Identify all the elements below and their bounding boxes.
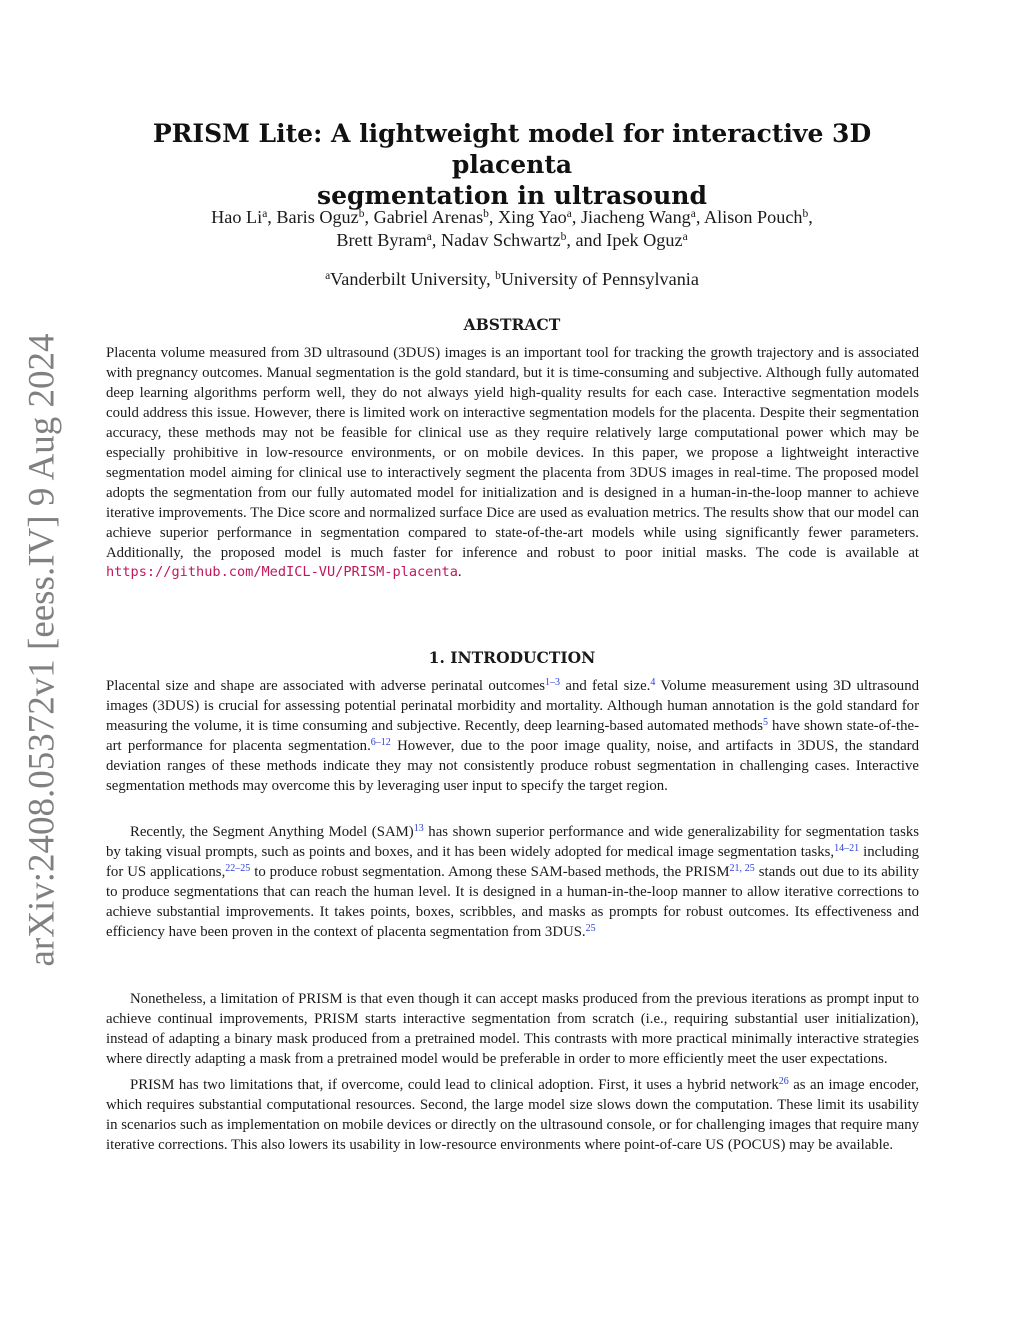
paragraph-text: including for US applications, xyxy=(106,843,920,880)
paragraph-text: Volume measurement using 3D ultrasound images (3DUS) is crucial for assessing potential perinatal morbidity and mortality. Although human annotation is the gold standard for measuring the volume, it is time consuming and subjective. Recently, deep learning-based automated methods xyxy=(106,678,919,734)
introduction-heading: 1. INTRODUCTION xyxy=(428,648,596,667)
author-list xyxy=(100,206,924,252)
introduction-paragraph-2 xyxy=(106,823,919,943)
citation-reference[interactable]: 4 xyxy=(650,677,656,688)
paragraph-text: Recently, the Segment Anything Model (SAM) xyxy=(130,824,414,840)
author: Nadav Schwartz$^b$, and xyxy=(440,230,607,250)
author: Brett Byram$^a$, xyxy=(336,230,441,250)
paragraph-text: stands out due to its ability to produce segmentations that can reach the human level. It is designed in a human-in-the-loop manner to allow iterative corrections to achieve substantial improvements. It takes points, boxes, scribbles, and masks as prompts for robust outcomes. Its effectiveness and efficiency have been proven in the context of placenta segmentation from 3DUS. xyxy=(106,863,919,940)
paragraph-text: to produce robust segmentation. Among these SAM-based methods, the PRISM xyxy=(250,863,730,880)
citation-reference[interactable]: 25 xyxy=(585,922,596,934)
citation-reference[interactable]: 22–25 xyxy=(225,862,251,874)
paragraph-text: have shown state-of-the-art performance for placenta segmentation. xyxy=(106,717,919,754)
citation-reference[interactable]: 14–21 xyxy=(834,842,860,854)
author: Ipek Oguz$^a$ xyxy=(606,230,688,250)
citation-reference[interactable]: 1–3 xyxy=(545,677,561,688)
author: Baris Oguz$^b$, xyxy=(276,207,374,227)
introduction-paragraph-3 xyxy=(106,990,919,1070)
introduction-paragraph-4 xyxy=(106,1076,919,1156)
paragraph-text: Nonetheless, a limitation of PRISM is that even though it can accept masks produced from the previous iterations as prompt input to achieve continual improvements, PRISM starts interactive segmentation from scratch (i.e., requiring substantial user initialization), instead of adapting a binary mask produced from a pretrained model. This contrasts with more practical minimally interactive strategies where directly adapting a mask from a pretrained model would be preferable in order to more efficiently meet the user expectations. xyxy=(106,991,919,1067)
author: Alison Pouch$^b$, xyxy=(703,207,813,227)
affiliation-a: Vanderbilt University xyxy=(330,269,487,289)
paragraph-text: Placental size and shape are associated with adverse perinatal outcomes xyxy=(106,678,546,694)
introduction-paragraph-1 xyxy=(106,677,919,797)
citation-reference[interactable]: 26 xyxy=(778,1076,789,1087)
arxiv-identifier[interactable]: arXiv:2408.05372v1 [eess.IV] 9 Aug 2024 xyxy=(21,333,63,967)
title-line-1: PRISM Lite: A lightweight model for interactive 3D placenta xyxy=(152,119,872,179)
affiliations: $^a$Vanderbilt University, $^b$University of Pennsylvania xyxy=(325,269,699,289)
author: Jiacheng Wang$^a$, xyxy=(580,207,704,227)
paragraph-text: has shown superior performance and wide generalizability for segmentation tasks by taking visual prompts, such as points and boxes, and it has been widely adopted for medical image segmentation tasks, xyxy=(106,824,919,860)
title-line-2: segmentation in ultrasound xyxy=(317,181,707,210)
affiliation-mark-a: a xyxy=(325,270,331,282)
author: Gabriel Arenas$^b$, xyxy=(373,207,499,227)
citation-reference[interactable]: 6–12 xyxy=(370,736,391,748)
paragraph-text: However, due to the poor image quality, noise, and artifacts in 3DUS, the standard deviation ranges of these methods indicate they may not consistently produce robust segmentation in challenging cases. Interactive segmentation methods may overcome this by leveraging user input to specify the target region. xyxy=(106,737,919,794)
affiliation-mark-b: b xyxy=(495,270,501,282)
paragraph-text: and fetal size. xyxy=(560,678,651,694)
author: Xing Yao$^a$, xyxy=(498,207,581,227)
citation-reference[interactable]: 5 xyxy=(762,716,768,728)
paragraph-text: as an image encoder, which requires substantial computational resources. Second, the large model size slows down the computation. These limit its usability in scenarios such as implementation on mobile devices or directly on the ultrasound console, or for challenging images that require many iterative corrections. This also lowers its usability in low-resource environments where point-of-care US (POCUS) may be available. xyxy=(106,1077,919,1153)
abstract-heading: ABSTRACT xyxy=(463,315,561,334)
code-repository-link[interactable]: https://github.com/MedICL-VU/PRISM-placenta xyxy=(106,564,458,581)
author: Hao Li$^a$, xyxy=(211,207,277,227)
citation-reference[interactable]: 21, 25 xyxy=(729,862,755,874)
paragraph-text: PRISM has two limitations that, if overcome, could lead to clinical adoption. First, it uses a hybrid network xyxy=(130,1077,779,1093)
citation-reference[interactable]: 13 xyxy=(413,823,424,834)
affiliation-b: University of Pennsylvania xyxy=(500,269,699,289)
abstract-text: Placenta volume measured from 3D ultrasound (3DUS) images is an important tool for tracking the growth trajectory and is associated with pregnancy outcomes. Manual segmentation is the gold standard, but it is time-consuming and subjective. Although fully automated deep learning algorithms perform well, they do not always yield high-quality results for each case. Interactive segmentation models could address this issue. However, there is limited work on interactive segmentation models for the placenta. Despite their segmentation accuracy, these methods may not be feasible for clinical use as they require relatively large computational power which may be especially prohibitive in low-resource environments, or on mobile devices. In this paper, we propose a lightweight interactive segmentation model aiming for clinical use to interactively segment the placenta from 3DUS images in real-time. The proposed model adopts the segmentation from our fully automated model for initialization and is designed in a human-in-the-loop manner to achieve iterative improvements. The Dice score and normalized surface Dice are used as evaluation metrics. The results show that our model can achieve superior performance in segmentation compared to state-of-the-art models while using significantly fewer parameters. Additionally, the proposed model is much faster for inference and robust to poor initial masks. The code is available at https://github.com/MedICL-VU/PRISM-placenta. xyxy=(106,345,919,581)
paper-title xyxy=(100,118,924,211)
